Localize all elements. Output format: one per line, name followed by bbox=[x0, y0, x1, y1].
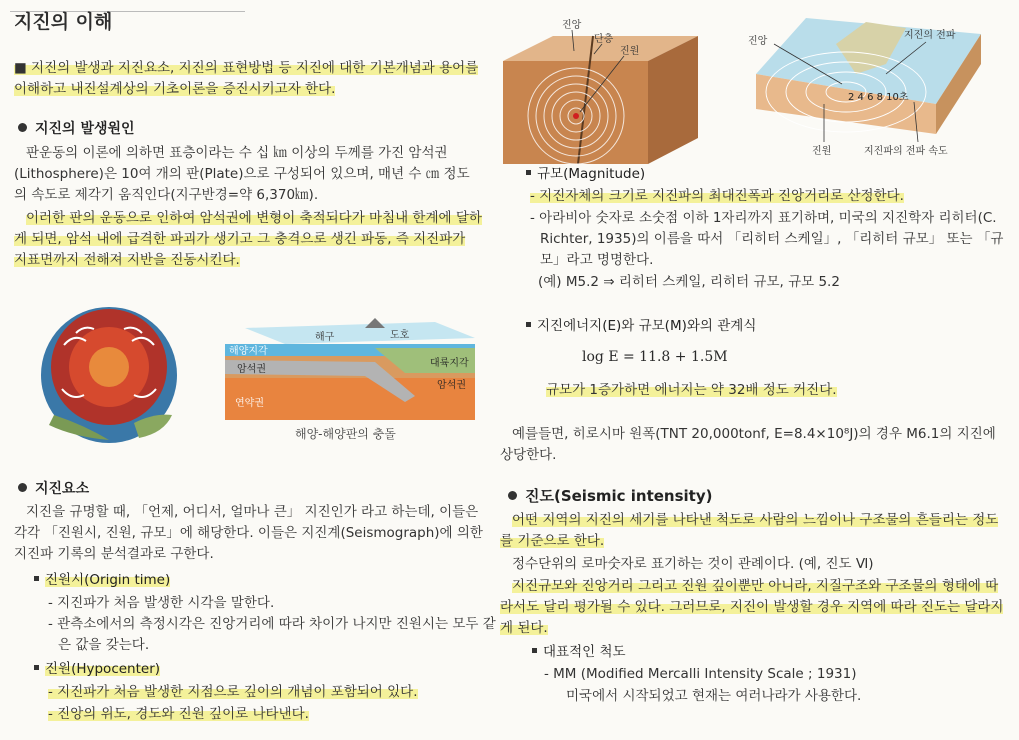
plate-figure-caption: 해양-해양판의 충돌 bbox=[295, 427, 396, 441]
magnitude-label-text: 규모(Magnitude) bbox=[537, 166, 646, 182]
elements-paragraph: 지진을 규명할 때, 「언제, 어디서, 얼마나 큰」 지진인가 라고 하는데, 이들은 각각 「진원시, 진원, 규모」에 해당한다. 이들은 지진계(Seismograph)에 의한 지진파 기록의 분석결과로 구한다. bbox=[14, 504, 483, 562]
map-label-epicenter: 진앙 bbox=[748, 36, 768, 47]
cause-paragraph-2-text: 이러한 판의 운동으로 인하여 암석권에 변형이 축적되다가 마침내 한계에 달하게 되면, 암석 내에 급격한 파괴가 생기고 그 충격으로 생긴 파동, 즉 지진파가 지표면까지 전해져 지반을 진동시킨다. bbox=[14, 210, 482, 268]
intensity-scale-label bbox=[532, 642, 626, 663]
hypocenter-item-1 bbox=[48, 682, 508, 703]
earth-cutaway-figure bbox=[14, 305, 204, 445]
page-title: 지진의 이해 bbox=[14, 11, 113, 33]
cause-heading bbox=[18, 119, 135, 141]
label-lithosphere-left: 암석권 bbox=[237, 364, 266, 375]
energy-label bbox=[526, 316, 756, 337]
bullet-dot bbox=[18, 123, 27, 132]
intensity-scale-label-text: 대표적인 척도 bbox=[543, 644, 626, 660]
bullet-square bbox=[532, 648, 537, 653]
bullet-square bbox=[34, 665, 39, 670]
origin-time-label bbox=[34, 570, 170, 591]
energy-example: 예를들면, 히로시마 원폭(TNT 20,000tonf, E=8.4×10⁸J)의 경우 M6.1의 지진에 상당한다. bbox=[500, 426, 996, 463]
label-ocean-crust: 해양지각 bbox=[229, 346, 268, 357]
magnitude-label bbox=[526, 164, 645, 185]
block-label-focus: 진원 bbox=[620, 46, 640, 57]
bullet-dot bbox=[18, 483, 27, 492]
intensity-heading bbox=[508, 485, 712, 508]
intensity-heading-text: 진도(Seismic intensity) bbox=[525, 487, 713, 505]
label-asthenosphere: 연약권 bbox=[235, 398, 264, 409]
origin-time-label-text: 진원시(Origin time) bbox=[45, 572, 171, 588]
cause-paragraph-2 bbox=[14, 208, 482, 271]
map-label-speed: 지진파의 전파 속도 bbox=[864, 146, 948, 157]
intensity-scale-item: - MM (Modified Mercalli Intensity Scale ; 1931) bbox=[544, 666, 857, 682]
energy-note-text: 규모가 1증가하면 에너지는 약 32배 정도 커진다. bbox=[546, 382, 837, 398]
hypocenter-label-text: 진원(Hypocenter) bbox=[45, 661, 161, 677]
focus-point bbox=[573, 113, 579, 119]
propagation-map-figure bbox=[746, 14, 986, 164]
energy-formula: log E = 11.8 + 1.5M bbox=[582, 349, 728, 365]
label-island-arc: 도호 bbox=[390, 330, 410, 341]
intro-text bbox=[14, 58, 484, 100]
magnitude-item-2: - 아라비아 숫자로 소숫점 이하 1자리까지 표기하며, 미국의 지진학자 리히터(C. Richter, 1935)의 이름을 따서 「리히터 스케일」, 「리히터 규모」 또는 「규모」라고 명명한다. bbox=[530, 210, 1004, 268]
bullet-dot bbox=[508, 491, 517, 500]
intro-paragraph: ■ 지진의 발생과 지진요소, 지진의 표현방법 등 지진에 대한 기본개념과 용어를 이해하고 내진설계상의 기초이론을 증진시키고자 한다. bbox=[14, 60, 479, 97]
intensity-paragraph-3-text: 지진규모와 진앙거리 그리고 진원 깊이뿐만 아니라, 지질구조와 구조물의 형태에 따라서도 달리 평가될 수 있다. 그러므로, 지진이 발생할 경우 지역에 따라 진도는 달라지게 된다. bbox=[500, 578, 1004, 636]
map-label-ticks: 2 4 6 8 10초 bbox=[848, 92, 909, 103]
hypocenter-label bbox=[34, 659, 160, 680]
origin-time-item-2: - 관측소에서의 측정시각은 진앙거리에 따라 차이가 나지만 진원시는 모두 같은 값을 갖는다. bbox=[48, 616, 496, 653]
magnitude-item-1-text: - 지진자체의 크기로 지진파의 최대진폭과 진앙거리로 산정한다. bbox=[530, 188, 904, 204]
elements-heading bbox=[18, 479, 89, 501]
hypocenter-item-1-text: - 지진파가 처음 발생한 지점으로 깊이의 개념이 포함되어 있다. bbox=[48, 684, 418, 700]
bullet-square bbox=[526, 170, 531, 175]
intensity-paragraph-1-text: 어떤 지역의 지진의 세기를 나타낸 척도로 사람의 느낌이나 구조물의 흔들리는 정도를 기준으로 한다. bbox=[500, 512, 999, 549]
bullet-square bbox=[34, 576, 39, 581]
label-lithosphere-right: 암석권 bbox=[437, 380, 466, 391]
elements-heading-text: 지진요소 bbox=[35, 481, 90, 497]
hypocenter-item-2-text: - 진앙의 위도, 경도와 진원 깊이로 나타낸다. bbox=[48, 706, 309, 722]
earth-inner-core bbox=[89, 347, 129, 387]
energy-label-text: 지진에너지(E)와 규모(M)와의 관계식 bbox=[537, 318, 757, 334]
fault-block-figure bbox=[498, 16, 703, 166]
magnitude-item-1 bbox=[530, 186, 1015, 207]
cause-paragraph-1: 판운동의 이론에 의하면 표층이라는 수 십 ㎞ 이상의 두께를 가진 암석권(Lithosphere)은 10여 개의 판(Plate)으로 구성되어 있으며, 매년 수 ㎝ 정도의 속도로 제각기 움직인다(지구반경=약 6,370㎞). bbox=[14, 145, 470, 203]
origin-time-item-1: - 지진파가 처음 발생한 시각을 말한다. bbox=[48, 595, 275, 611]
cause-heading-text: 지진의 발생원인 bbox=[35, 121, 135, 137]
label-trench: 해구 bbox=[315, 332, 335, 343]
plate-collision-figure bbox=[225, 318, 480, 420]
block-label-epicenter: 진앙 bbox=[562, 20, 582, 31]
intensity-paragraph-3 bbox=[500, 576, 1010, 639]
hypocenter-item-2 bbox=[48, 704, 508, 725]
intensity-paragraph-2: 정수단위의 로마숫자로 표기하는 것이 관례이다. (예, 진도 Ⅵ) bbox=[512, 556, 874, 572]
intensity-paragraph-1 bbox=[500, 510, 1010, 552]
intensity-scale-note: 미국에서 시작되었고 현재는 여러나라가 사용한다. bbox=[566, 688, 862, 704]
label-continent-crust: 대륙지각 bbox=[430, 358, 469, 369]
magnitude-example: (예) M5.2 ⇒ 리히터 스케일, 리히터 규모, 규모 5.2 bbox=[538, 274, 840, 290]
bullet-square bbox=[526, 322, 531, 327]
map-label-propagation: 지진의 전파 bbox=[904, 30, 956, 41]
block-label-fault: 단층 bbox=[594, 34, 614, 45]
map-label-focus: 진원 bbox=[812, 146, 832, 157]
energy-note bbox=[546, 380, 837, 401]
